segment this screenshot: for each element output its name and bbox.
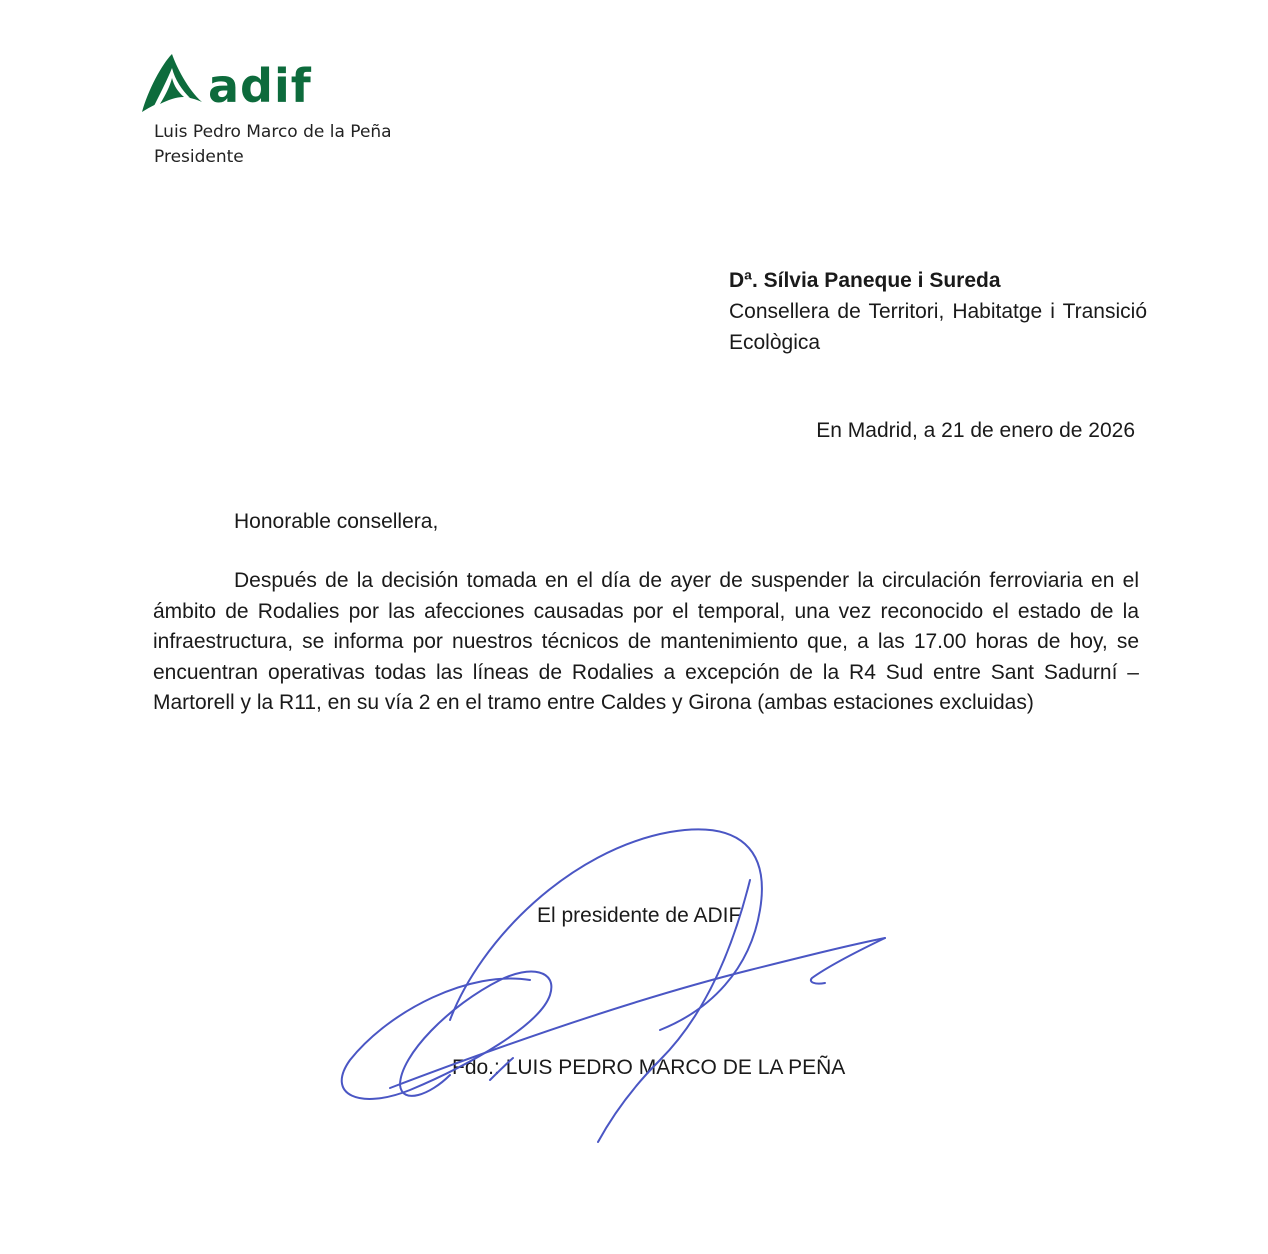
recipient-name: Dª. Sílvia Paneque i Sureda bbox=[729, 269, 1001, 292]
signature-role: El presidente de ADIF bbox=[537, 904, 742, 927]
greeting: Honorable consellera, bbox=[234, 510, 439, 533]
svg-text:adif: adif bbox=[208, 59, 312, 113]
recipient-role: Consellera de Territori, Habitatge i Transició Ecològica bbox=[729, 300, 1147, 354]
sender-title: Presidente bbox=[154, 147, 244, 167]
sender-name: Luis Pedro Marco de la Peña bbox=[154, 122, 392, 142]
body-paragraph: Después de la decisión tomada en el día de ayer de suspender la circulación ferroviaria en el ámbito de Rodalies por las afecciones causadas por el temporal, una vez reconocido el estado de la infraestructura, se informa por nuestros técnicos de mantenimiento que, a las 17.00 horas de hoy, se encuentran operativas todas las líneas de Rodalies a excepción de la R4 Sud entre Sant Sadurní – Martorell y la R11, en su vía 2 en el tramo entre Caldes y Girona (ambas estaciones excluidas) bbox=[153, 569, 1139, 714]
sender-block bbox=[154, 120, 392, 170]
adif-logo bbox=[140, 50, 350, 114]
date-line: En Madrid, a 21 de enero de 2026 bbox=[816, 419, 1135, 442]
handwritten-signature bbox=[330, 820, 900, 1150]
signature-name: Fdo.: LUIS PEDRO MARCO DE LA PEÑA bbox=[452, 1056, 846, 1079]
recipient-block bbox=[729, 265, 1147, 358]
